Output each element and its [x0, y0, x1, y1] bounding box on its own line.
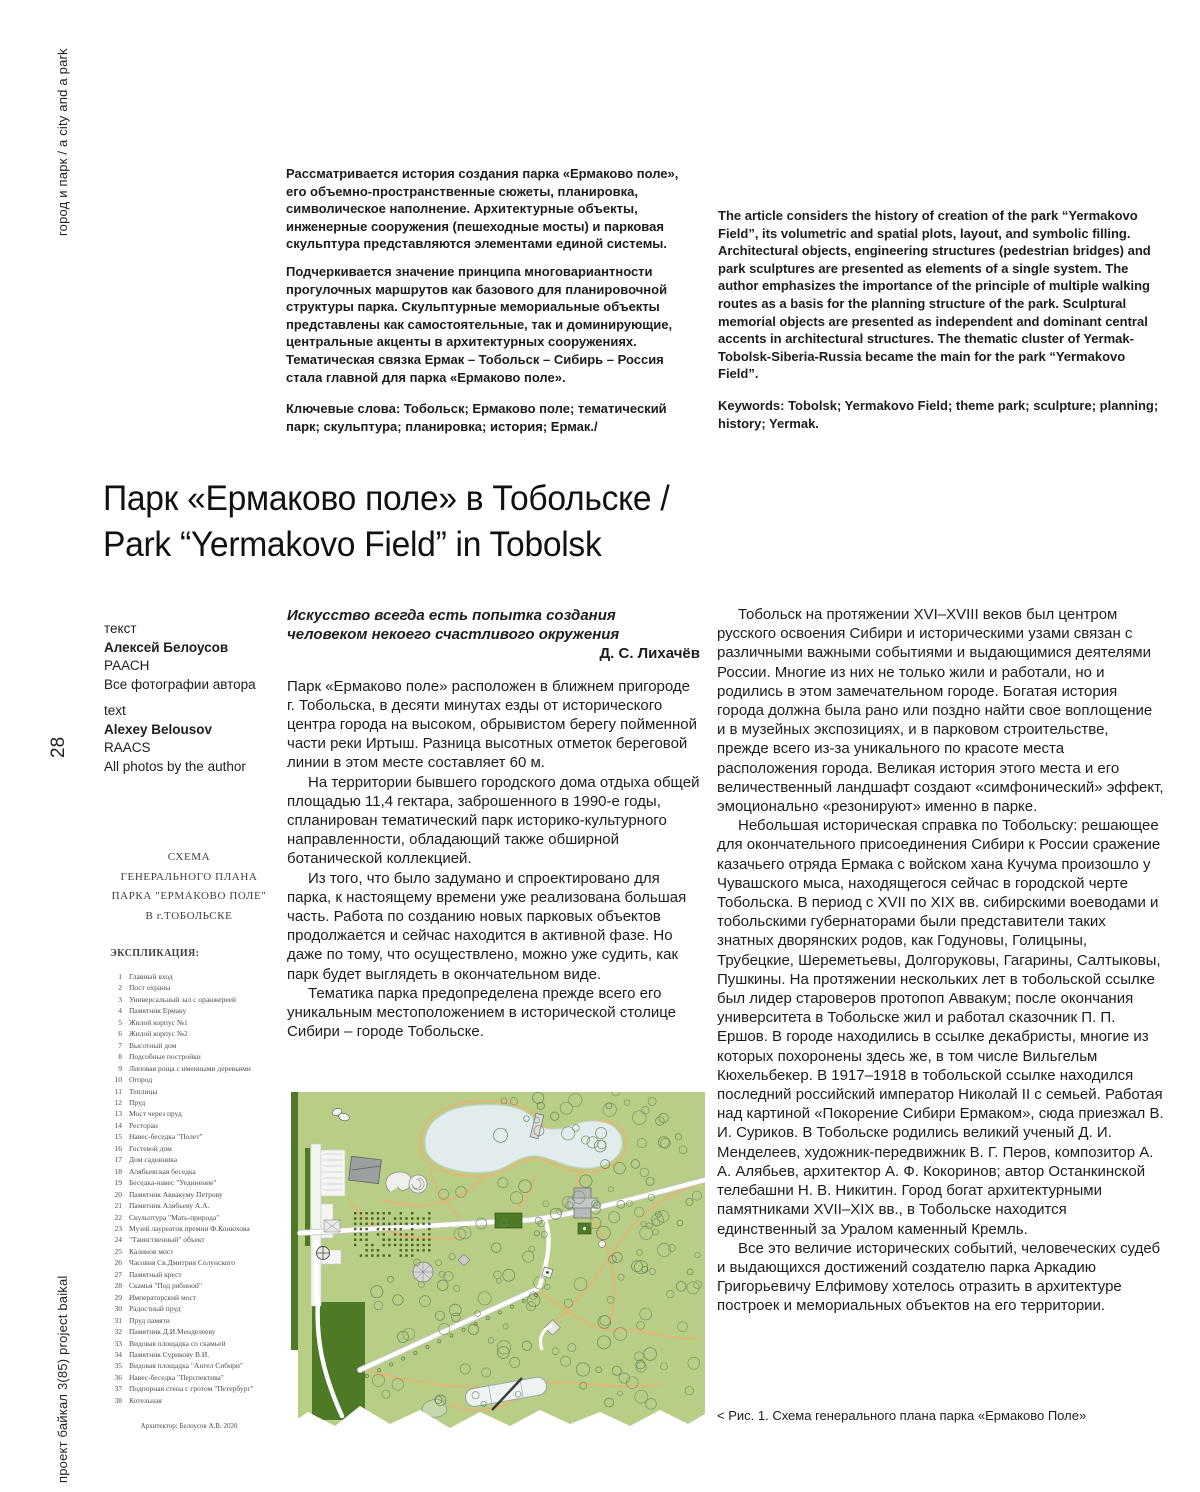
author-name-en: Alexey Belousov: [104, 721, 213, 737]
article-title-line2: Park “Yermakovo Field” in Tobolsk: [103, 525, 602, 564]
explication-item: 27 Памятный крест: [114, 1269, 182, 1279]
paragraph: Тобольск на протяжении XVI–XVIII веков был центром русского освоения Сибири и историческими узами связан с различными важными событиями и выдающимися деятелями России. Многие из них не только жили и работали, но и родились в этом замечательном городе. Богатая история города должна была рано или поздно найти свое воплощение и в музейных экспозициях, и в парковом строительстве, прежде всего из-за уникального по красоте места расположения города. Великая история этого места и его величественный ландшафт создают «симфонический» эффект, эмоционально «резонируют» именно в парке.: [717, 606, 1164, 816]
explication-item: 1 Главный вход: [118, 972, 173, 981]
page-number: 28: [48, 736, 69, 758]
plan-schema-legend: [100, 848, 278, 1430]
epigraph-author: Д. С. Лихачёв: [599, 645, 700, 663]
byline: [104, 620, 279, 776]
abstract-ru-p1: Рассматривается история создания парка «Ермаково поле», его объемно-пространственные сюжеты, планировка, символическое наполнение. Архитектурные объекты, инженерные сооружения (пешеходные мосты) и парковая скульптура представляются элементами единой системы.: [286, 166, 679, 252]
photo-credit-en: All photos by the author: [104, 758, 246, 774]
explication-item: 32 Памятник Д.И.Менделееву: [114, 1327, 216, 1337]
abstract-ru-p2: Подчеркивается значение принципа многовариантности прогулочных маршрутов как базового для планировочной структуры парка. Скульптурные мемориальные объекты представлены как самостоятельные, так и доминирующие, центральные акценты в архитектурных сооружениях. Тематическая связка Ермак – Тобольск – Сибирь – Россия стала главной для парка «Ермаково поле».: [286, 263, 673, 385]
explication-item: 17 Дом садовника: [114, 1155, 178, 1165]
explication-item: 21 Памятник Алябьеву А.А.: [114, 1201, 210, 1211]
explication-heading: ЭКСПЛИКАЦИЯ:: [110, 948, 200, 959]
explication-item: 29 Императорский мост: [114, 1292, 197, 1302]
abstract-en-p1: The article considers the history of creation of the park “Yermakovo Field”, its volumetric and spatial plots, layout, and symbolic filling. Architectural objects, engineering structures (pedestrian bridges) and park sculptures are presented as elements of a single system. The author emphasizes the importance of the principle of multiple walking routes as a basis for the planning structure of the park. Sculptural memorial objects are presented as independent and dominant central accents in architectural structures. The thematic cluster of Yermak-Tobolsk-Siberia-Russia became the main for the park “Yermakovo Field”.: [718, 208, 1151, 382]
explication-item: 4 Памятник Ермаку: [118, 1006, 187, 1016]
figure-caption: < Рис. 1. Схема генерального плана парка «Ермаково Поле»: [717, 1408, 1087, 1423]
photo-credit-ru: Все фотографии автора: [104, 676, 256, 692]
garden-plot: [495, 1213, 522, 1228]
explication-item: 23 Музей лауреатов премии Ф.Конюхова: [114, 1223, 250, 1233]
paragraph: Небольшая историческая справка по Тобольску: решающее для окончательного присоединения Сибири к России сражение казачьего отряда Ермака с войском хана Кучума произошло у Чувашского мыса, находящегося сейчас в городской черте Тобольска. В период с XVII по XIX вв. сибирскими воеводами и тобольскими губернаторами были представители таких знатных дворянских родов, как Годуновы, Голицыны, Трубецкие, Шереметьевы, Долгоруковы, Гагарины, Салтыковы, Пушкины. На протяжении нескольких лет в тобольской ссылке был лидер староверов протопоп Аввакум; после окончания университета в Тобольске жил и работал сказочник П. П. Ершов. В городе находились в ссылке декабристы, многие из которых похоронены здесь же, в том числе Вильгельм Кюхельбекер. В 1917–1918 в тобольской ссылке находился последний российский император Николай II с семьей. Работая над картиной «Покорение Сибири Ермаком», сюда приезжал В. И. Суриков. В Тобольске родились великий ученый Д. И. Менделеев, художник-передвижник В. Г. Перов, композитор А. А. Алябьев, архитектор А. Ф. Кокоринов; автор Останкинской телебашни Н. В. Никитин. Город богат архитектурными памятниками XVII–XIX вв., в Тобольске находится единственный за Уралом каменный Кремль.: [717, 817, 1164, 1238]
explication-item: 8 Подсобные постройки: [118, 1052, 201, 1062]
explication-item: 36 Навес-беседка "Перспектива": [114, 1372, 224, 1382]
explication-item: 3 Универсальный зал с оранжереей: [118, 994, 237, 1004]
explication-list: [110, 971, 278, 1406]
abstract-en: [718, 207, 1164, 432]
explication-item: 24 "Таинственный" объект: [114, 1235, 205, 1245]
explication-item: 31 Пруд памяти: [114, 1315, 170, 1325]
explication-item: 19 Беседка-навес "Уединение": [114, 1178, 217, 1188]
explication-item: 18 Алябьевская беседка: [114, 1166, 196, 1176]
article-column-middle: [287, 606, 700, 1041]
park-master-plan-map: [290, 1092, 705, 1442]
author-org-en: RAACS: [104, 740, 151, 755]
explication-item: 5 Жилой корпус №1: [118, 1017, 188, 1027]
article-title-line1: Парк «Ермаково поле» в Тобольске /: [103, 479, 670, 518]
explication-item: 14 Ресторан: [114, 1120, 158, 1130]
explication-item: 10 Огород: [114, 1075, 153, 1085]
plan-schema-title: СХЕМА ГЕНЕРАЛЬНОГО ПЛАНА ПАРКА "ЕРМАКОВО ПОЛЕ" В г.ТОБОЛЬСКЕ: [111, 851, 267, 922]
keywords-ru: Ключевые слова: Тобольск; Ермаково поле; тематический парк; скульптура; планировка; история; Ермак./: [286, 401, 667, 434]
abstract-ru: [286, 165, 692, 435]
byline-label-ru: текст: [104, 621, 137, 636]
explication-item: 9 Липовая роща с именными деревьями: [118, 1063, 251, 1073]
explication-item: 20 Памятник Аввакуму Петрову: [114, 1189, 223, 1199]
explication-item: 33 Видовая площадка со скамьей: [114, 1338, 226, 1348]
explication-item: 16 Гостевой дом: [114, 1143, 172, 1153]
explication-item: 38 Котельная: [114, 1395, 162, 1405]
paragraph: Из того, что было задумано и спроектировано для парка, к настоящему времени уже реализована большая часть. Работа по созданию новых парковых объектов продолжается и сейчас находится в активной фазе. Но даже по тому, что осуществлено, можно уже судить, как парк будет выглядеть в окончательном виде.: [287, 869, 687, 983]
section-rubric-vertical: город и парк / a city and a park: [55, 48, 70, 236]
explication-item: 26 Часовня Св.Дмитрия Солунского: [114, 1258, 236, 1268]
journal-title-vertical: проект байкал 3(85) project baikal: [55, 1275, 70, 1483]
author-name-ru: Алексей Белоусов: [104, 639, 229, 655]
explication-item: 34 Памятник Сурикову В.И.: [114, 1349, 210, 1359]
article-column-right: [717, 605, 1164, 1316]
explication-item: 12 Пруд: [114, 1097, 146, 1107]
explication-item: 30 Радостный пруд: [114, 1304, 181, 1314]
explication-item: 35 Видовая площадка "Ангел Сибири": [114, 1361, 243, 1371]
explication-item: 22 Скульптура "Мать-природа": [114, 1212, 220, 1222]
explication-item: 15 Навес-беседка "Полет": [114, 1132, 203, 1142]
explication-item: 11 Теплицы: [114, 1086, 158, 1096]
explication-item: 2 Пост охраны: [118, 983, 171, 993]
epigraph: Искусство всегда есть попытка создания человеком некоего счастливого окружения: [287, 607, 620, 644]
paragraph: Тематика парка предопределена прежде всего его уникальным местоположением в исторической столице Сибири – городе Тобольске.: [287, 984, 676, 1041]
paragraph: Парк «Ермаково поле» расположен в ближнем пригороде г. Тобольска, в десяти минутах езды от исторического центра города на высоком, обрывистом берегу пойменной части реки Иртыш. Разница высотных отметок береговой линии в этом месте составляет 60 м.: [287, 677, 697, 772]
explication-item: 25 Калинов мост: [114, 1246, 174, 1256]
byline-label-en: text: [104, 703, 126, 718]
explication-item: 28 Скамья "Под рябиной": [114, 1281, 202, 1291]
explication-item: 7 Высотный дом: [118, 1040, 177, 1050]
author-org-ru: РААСН: [104, 658, 150, 673]
compass-rose: [316, 1246, 330, 1260]
explication-item: 37 Подпорная стена с гротом "Петербург": [114, 1384, 254, 1394]
keywords-en: Keywords: Tobolsk; Yermakovo Field; theme park; sculpture; planning; history; Yermak.: [718, 397, 1159, 431]
paragraph: На территории бывшего городского дома отдыха общей площадью 11,4 гектара, заброшенного в 1990-е годы, спланирован тематический парк историко-культурного направленности, обладающий также обширной ботанической коллекцией.: [287, 773, 700, 868]
paragraph: Все это величие исторических событий, человеческих судеб и выдающихся достижений создателю парка Аркадию Григорьевичу Елфимову хотелось отразить в архитектуре построек и мемориальных объектов на его территории.: [717, 1239, 1161, 1315]
explication-item: 13 Мост через пруд: [114, 1109, 182, 1119]
explication-item: 6 Жилой корпус №2: [118, 1029, 188, 1039]
architect-credit: Архитектор: Белоусов А.В. 2020: [140, 1422, 238, 1431]
article-title: [103, 476, 669, 568]
horn-sculpture: [386, 1172, 427, 1193]
